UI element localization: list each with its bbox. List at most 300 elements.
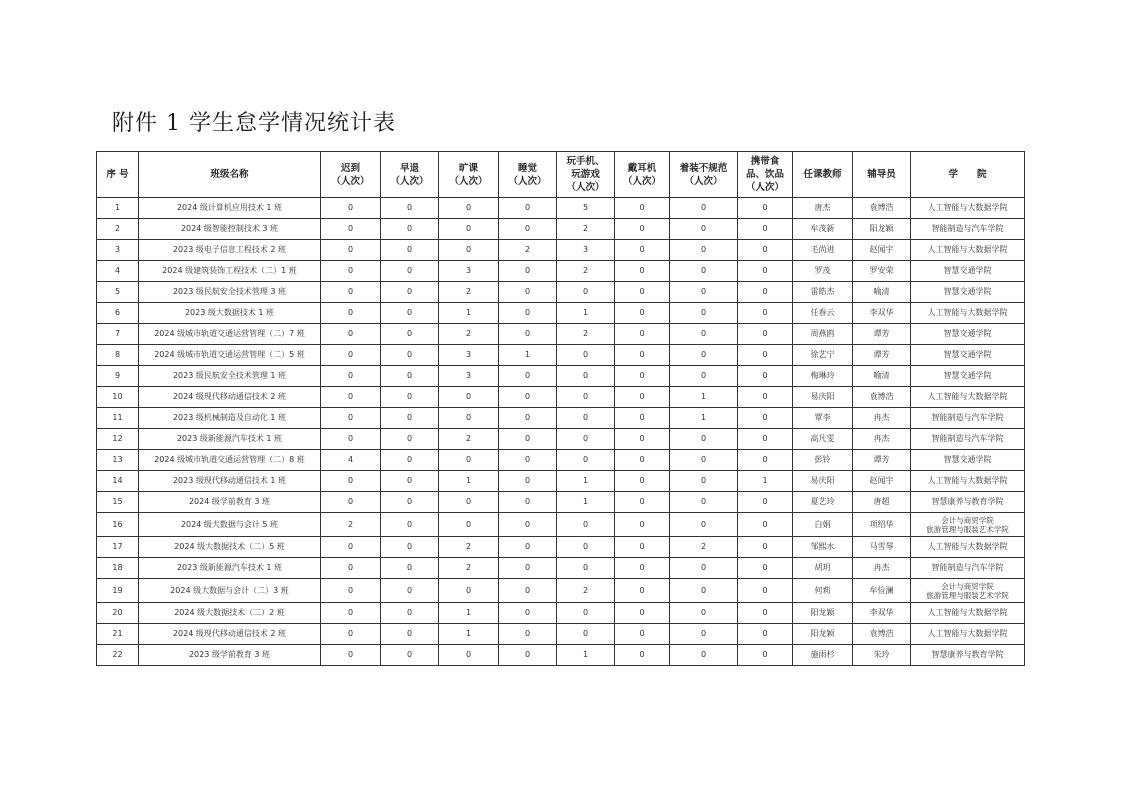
table-row — [97, 492, 1025, 513]
col-absent-cell: 0 — [439, 513, 499, 537]
col-earphones-cell: 0 — [615, 513, 670, 537]
col-late-cell: 0 — [321, 579, 381, 603]
col-counselor-cell: 谭芳 — [853, 345, 911, 366]
col-index-cell: 2 — [97, 219, 139, 240]
col-phone-game-cell: 0 — [557, 366, 615, 387]
col-class-name-cell: 2024 级现代移动通信技术 2 班 — [139, 624, 321, 645]
col-dress-cell: 0 — [670, 282, 738, 303]
col-absent-cell: 2 — [439, 429, 499, 450]
col-college-cell: 人工智能与大数据学院 — [911, 603, 1025, 624]
col-earphones-cell: 0 — [615, 408, 670, 429]
col-class-name-cell: 2024 级城市轨道交通运营管理（二）8 班 — [139, 450, 321, 471]
col-sleep-cell: 1 — [499, 345, 557, 366]
header-line: （人次） — [684, 175, 723, 187]
col-phone-game-cell: 0 — [557, 429, 615, 450]
col-index-cell: 6 — [97, 303, 139, 324]
col-index-cell: 11 — [97, 408, 139, 429]
col-earphones-cell: 0 — [615, 624, 670, 645]
col-earphones-cell: 0 — [615, 324, 670, 345]
col-teacher-cell: 何莉 — [793, 579, 853, 603]
col-phone-game-cell: 0 — [557, 537, 615, 558]
header-col-food-drink — [738, 152, 793, 198]
col-food-drink-cell: 0 — [738, 579, 793, 603]
col-sleep-cell: 0 — [499, 261, 557, 282]
col-index-cell: 14 — [97, 471, 139, 492]
col-food-drink-cell: 0 — [738, 513, 793, 537]
col-sleep-cell: 0 — [499, 513, 557, 537]
table-header-row — [97, 152, 1025, 198]
col-late-cell: 0 — [321, 537, 381, 558]
col-counselor-cell: 喻清 — [853, 366, 911, 387]
col-food-drink-cell: 0 — [738, 345, 793, 366]
col-food-drink-cell: 0 — [738, 624, 793, 645]
col-index-cell: 13 — [97, 450, 139, 471]
col-earphones-cell: 0 — [615, 387, 670, 408]
header-line: 序 号 — [106, 169, 129, 180]
col-leave-early-cell: 0 — [381, 645, 439, 666]
col-sleep-cell: 0 — [499, 387, 557, 408]
col-college-cell: 人工智能与大数据学院 — [911, 303, 1025, 324]
col-sleep-cell: 0 — [499, 408, 557, 429]
col-phone-game-cell: 0 — [557, 345, 615, 366]
col-teacher-cell: 唐杰 — [793, 198, 853, 219]
header-line: （人次） — [566, 182, 605, 193]
col-earphones-cell: 0 — [615, 366, 670, 387]
col-absent-cell: 1 — [439, 624, 499, 645]
col-leave-early-cell: 0 — [381, 492, 439, 513]
col-counselor-cell: 罗安荣 — [853, 261, 911, 282]
col-earphones-cell: 0 — [615, 471, 670, 492]
col-counselor-cell: 朱玲 — [853, 645, 911, 666]
col-counselor-cell: 谭芳 — [853, 324, 911, 345]
col-food-drink-cell: 0 — [738, 492, 793, 513]
col-dress-cell: 0 — [670, 450, 738, 471]
col-index-cell: 8 — [97, 345, 139, 366]
header-line: 班级名称 — [210, 169, 249, 180]
table-row — [97, 303, 1025, 324]
col-class-name-cell: 2023 级大数据技术 1 班 — [139, 303, 321, 324]
col-teacher-cell: 高凡雯 — [793, 429, 853, 450]
col-phone-game-cell: 2 — [557, 324, 615, 345]
col-earphones-cell: 0 — [615, 558, 670, 579]
col-earphones-cell: 0 — [615, 345, 670, 366]
table-row — [97, 450, 1025, 471]
col-late-cell: 0 — [321, 198, 381, 219]
header-line: （人次） — [508, 175, 547, 187]
col-dress-cell: 0 — [670, 324, 738, 345]
col-leave-early-cell: 0 — [381, 324, 439, 345]
col-earphones-cell: 0 — [615, 240, 670, 261]
col-sleep-cell: 0 — [499, 450, 557, 471]
col-class-name-cell: 2024 级大数据技术（二）5 班 — [139, 537, 321, 558]
col-college-cell: 智慧交通学院 — [911, 450, 1025, 471]
col-absent-cell: 0 — [439, 579, 499, 603]
col-sleep-cell: 2 — [499, 240, 557, 261]
col-food-drink-cell: 0 — [738, 558, 793, 579]
col-teacher-cell: 胡玥 — [793, 558, 853, 579]
col-absent-cell: 0 — [439, 219, 499, 240]
col-late-cell: 0 — [321, 471, 381, 492]
col-sleep-cell: 0 — [499, 366, 557, 387]
col-leave-early-cell: 0 — [381, 303, 439, 324]
col-leave-early-cell: 0 — [381, 366, 439, 387]
col-index-cell: 3 — [97, 240, 139, 261]
col-class-name-cell: 2023 级新能源汽车技术 1 班 — [139, 429, 321, 450]
col-leave-early-cell: 0 — [381, 429, 439, 450]
col-late-cell: 0 — [321, 558, 381, 579]
col-sleep-cell: 0 — [499, 303, 557, 324]
header-col-college — [911, 152, 1025, 198]
col-food-drink-cell: 0 — [738, 537, 793, 558]
header-col-index — [97, 152, 139, 198]
col-dress-cell: 1 — [670, 387, 738, 408]
col-sleep-cell: 0 — [499, 492, 557, 513]
col-teacher-cell: 周燕鸥 — [793, 324, 853, 345]
col-leave-early-cell: 0 — [381, 240, 439, 261]
col-phone-game-cell: 2 — [557, 579, 615, 603]
col-college-cell: 人工智能与大数据学院 — [911, 387, 1025, 408]
header-line: （人次） — [331, 175, 370, 187]
table-row — [97, 240, 1025, 261]
col-teacher-cell: 牟茂新 — [793, 219, 853, 240]
header-col-dress — [670, 152, 738, 198]
table-row — [97, 345, 1025, 366]
col-leave-early-cell: 0 — [381, 387, 439, 408]
col-index-cell: 9 — [97, 366, 139, 387]
col-phone-game-cell: 0 — [557, 558, 615, 579]
header-line: 早退 — [399, 162, 419, 174]
col-earphones-cell: 0 — [615, 492, 670, 513]
col-absent-cell: 2 — [439, 558, 499, 579]
col-food-drink-cell: 0 — [738, 387, 793, 408]
col-late-cell: 0 — [321, 387, 381, 408]
col-teacher-cell: 罗茂 — [793, 261, 853, 282]
header-line: 品、饮品 — [745, 169, 784, 180]
table-row — [97, 198, 1025, 219]
col-college-cell: 人工智能与大数据学院 — [911, 471, 1025, 492]
col-dress-cell: 0 — [670, 219, 738, 240]
col-earphones-cell: 0 — [615, 537, 670, 558]
table-row — [97, 603, 1025, 624]
col-late-cell: 0 — [321, 282, 381, 303]
col-college-cell: 人工智能与大数据学院 — [911, 537, 1025, 558]
table-row — [97, 624, 1025, 645]
col-teacher-cell: 任春云 — [793, 303, 853, 324]
col-late-cell: 0 — [321, 492, 381, 513]
col-college-cell: 人工智能与大数据学院 — [911, 240, 1025, 261]
col-late-cell: 0 — [321, 324, 381, 345]
col-late-cell: 0 — [321, 219, 381, 240]
col-class-name-cell: 2024 级城市轨道交通运营管理（二）5 班 — [139, 345, 321, 366]
col-leave-early-cell: 0 — [381, 261, 439, 282]
col-teacher-cell: 易庆阳 — [793, 387, 853, 408]
col-late-cell: 4 — [321, 450, 381, 471]
col-leave-early-cell: 0 — [381, 537, 439, 558]
col-college-cell: 智慧康养与教育学院 — [911, 645, 1025, 666]
col-food-drink-cell: 0 — [738, 408, 793, 429]
col-counselor-cell: 冉杰 — [853, 558, 911, 579]
col-absent-cell: 2 — [439, 537, 499, 558]
col-dress-cell: 0 — [670, 492, 738, 513]
col-index-cell: 17 — [97, 537, 139, 558]
col-index-cell: 12 — [97, 429, 139, 450]
col-college-cell: 智慧交通学院 — [911, 261, 1025, 282]
col-sleep-cell: 0 — [499, 579, 557, 603]
col-counselor-cell: 赵闻宇 — [853, 240, 911, 261]
col-class-name-cell: 2024 级智能控制技术 3 班 — [139, 219, 321, 240]
col-college-cell: 智慧交通学院 — [911, 282, 1025, 303]
header-col-phone-game — [557, 152, 615, 198]
header-line: 学 院 — [948, 169, 987, 180]
col-food-drink-cell: 0 — [738, 450, 793, 471]
header-line: 玩游戏 — [571, 169, 600, 180]
col-counselor-cell: 冉杰 — [853, 408, 911, 429]
header-col-sleep — [499, 152, 557, 198]
header-line: 迟到 — [340, 162, 360, 174]
header-line: 任课教师 — [803, 169, 842, 180]
col-absent-cell: 0 — [439, 198, 499, 219]
header-line: （人次） — [390, 175, 429, 187]
col-earphones-cell: 0 — [615, 579, 670, 603]
col-teacher-cell: 徐艺宁 — [793, 345, 853, 366]
col-phone-game-cell: 0 — [557, 282, 615, 303]
header-col-absent — [439, 152, 499, 198]
col-index-cell: 21 — [97, 624, 139, 645]
col-late-cell: 0 — [321, 366, 381, 387]
col-index-cell: 4 — [97, 261, 139, 282]
col-food-drink-cell: 0 — [738, 303, 793, 324]
col-index-cell: 15 — [97, 492, 139, 513]
col-class-name-cell: 2024 级现代移动通信技术 2 班 — [139, 387, 321, 408]
col-counselor-cell: 冉杰 — [853, 429, 911, 450]
col-sleep-cell: 0 — [499, 219, 557, 240]
col-food-drink-cell: 0 — [738, 219, 793, 240]
col-class-name-cell: 2023 级民航安全技术管理 1 班 — [139, 366, 321, 387]
col-dress-cell: 0 — [670, 471, 738, 492]
col-sleep-cell: 0 — [499, 537, 557, 558]
col-counselor-cell: 袁博浩 — [853, 624, 911, 645]
col-dress-cell: 0 — [670, 261, 738, 282]
col-college-cell: 会计与商贸学院 旅游管理与服装艺术学院 — [911, 513, 1025, 537]
col-college-cell: 人工智能与大数据学院 — [911, 624, 1025, 645]
col-phone-game-cell: 2 — [557, 219, 615, 240]
col-leave-early-cell: 0 — [381, 624, 439, 645]
header-line: 旷课 — [458, 162, 478, 174]
col-counselor-cell: 赵闻宇 — [853, 471, 911, 492]
col-earphones-cell: 0 — [615, 219, 670, 240]
col-leave-early-cell: 0 — [381, 345, 439, 366]
col-absent-cell: 3 — [439, 345, 499, 366]
table-row — [97, 282, 1025, 303]
col-phone-game-cell: 1 — [557, 645, 615, 666]
col-earphones-cell: 0 — [615, 429, 670, 450]
col-earphones-cell: 0 — [615, 303, 670, 324]
col-class-name-cell: 2023 级现代移动通信技术 1 班 — [139, 471, 321, 492]
col-phone-game-cell: 0 — [557, 513, 615, 537]
table-row — [97, 537, 1025, 558]
col-phone-game-cell: 3 — [557, 240, 615, 261]
table-row — [97, 324, 1025, 345]
col-sleep-cell: 0 — [499, 558, 557, 579]
col-college-cell: 智慧康养与教育学院 — [911, 492, 1025, 513]
col-food-drink-cell: 0 — [738, 324, 793, 345]
header-line: （人次） — [745, 182, 784, 193]
col-absent-cell: 0 — [439, 492, 499, 513]
col-absent-cell: 2 — [439, 324, 499, 345]
table-row — [97, 366, 1025, 387]
col-teacher-cell: 彭铃 — [793, 450, 853, 471]
col-food-drink-cell: 0 — [738, 603, 793, 624]
col-college-cell: 智慧交通学院 — [911, 324, 1025, 345]
table-row — [97, 645, 1025, 666]
col-food-drink-cell: 1 — [738, 471, 793, 492]
col-phone-game-cell: 0 — [557, 387, 615, 408]
col-absent-cell: 0 — [439, 408, 499, 429]
col-counselor-cell: 李双华 — [853, 303, 911, 324]
header-col-late — [321, 152, 381, 198]
col-leave-early-cell: 0 — [381, 198, 439, 219]
col-leave-early-cell: 0 — [381, 603, 439, 624]
col-late-cell: 2 — [321, 513, 381, 537]
col-counselor-cell: 李双华 — [853, 603, 911, 624]
col-college-cell: 智能制造与汽车学院 — [911, 408, 1025, 429]
col-phone-game-cell: 0 — [557, 603, 615, 624]
header-line: 玩手机、 — [566, 156, 605, 167]
col-teacher-cell: 覃李 — [793, 408, 853, 429]
col-index-cell: 18 — [97, 558, 139, 579]
col-absent-cell: 3 — [439, 366, 499, 387]
col-leave-early-cell: 0 — [381, 219, 439, 240]
col-dress-cell: 0 — [670, 624, 738, 645]
col-dress-cell: 0 — [670, 366, 738, 387]
table-row — [97, 408, 1025, 429]
col-phone-game-cell: 2 — [557, 261, 615, 282]
col-teacher-cell: 阳龙颖 — [793, 624, 853, 645]
col-class-name-cell: 2024 级城市轨道交通运营管理（二）7 班 — [139, 324, 321, 345]
col-college-cell: 智能制造与汽车学院 — [911, 558, 1025, 579]
col-late-cell: 0 — [321, 240, 381, 261]
col-index-cell: 19 — [97, 579, 139, 603]
col-food-drink-cell: 0 — [738, 429, 793, 450]
header-col-class-name — [139, 152, 321, 198]
col-dress-cell: 0 — [670, 198, 738, 219]
col-college-cell: 会计与商贸学院 旅游管理与服装艺术学院 — [911, 579, 1025, 603]
col-leave-early-cell: 0 — [381, 579, 439, 603]
col-earphones-cell: 0 — [615, 645, 670, 666]
col-college-cell: 智慧交通学院 — [911, 366, 1025, 387]
header-col-teacher — [793, 152, 853, 198]
col-food-drink-cell: 0 — [738, 366, 793, 387]
col-dress-cell: 0 — [670, 303, 738, 324]
header-line: 睡觉 — [517, 162, 537, 174]
page-title: 附件 1 学生怠学情况统计表 — [112, 111, 396, 136]
col-counselor-cell: 阳龙颖 — [853, 219, 911, 240]
col-sleep-cell: 0 — [499, 198, 557, 219]
header-col-earphones — [615, 152, 670, 198]
col-food-drink-cell: 0 — [738, 240, 793, 261]
col-absent-cell: 1 — [439, 603, 499, 624]
col-food-drink-cell: 0 — [738, 261, 793, 282]
col-counselor-cell: 牟俭澜 — [853, 579, 911, 603]
col-teacher-cell: 雷皓杰 — [793, 282, 853, 303]
col-earphones-cell: 0 — [615, 282, 670, 303]
col-food-drink-cell: 0 — [738, 282, 793, 303]
col-late-cell: 0 — [321, 624, 381, 645]
col-teacher-cell: 毛尚进 — [793, 240, 853, 261]
table-row — [97, 558, 1025, 579]
col-college-cell: 智能制造与汽车学院 — [911, 219, 1025, 240]
col-counselor-cell: 喻清 — [853, 282, 911, 303]
col-late-cell: 0 — [321, 603, 381, 624]
col-class-name-cell: 2024 级学前教育 3 班 — [139, 492, 321, 513]
col-counselor-cell: 项绍华 — [853, 513, 911, 537]
col-college-cell: 智能制造与汽车学院 — [911, 429, 1025, 450]
col-absent-cell: 2 — [439, 282, 499, 303]
col-index-cell: 22 — [97, 645, 139, 666]
col-class-name-cell: 2024 级计算机应用技术 1 班 — [139, 198, 321, 219]
col-leave-early-cell: 0 — [381, 558, 439, 579]
col-class-name-cell: 2023 级机械制造及自动化 1 班 — [139, 408, 321, 429]
col-absent-cell: 1 — [439, 471, 499, 492]
col-class-name-cell: 2023 级民航安全技术管理 3 班 — [139, 282, 321, 303]
statistics-table — [96, 151, 1025, 666]
col-dress-cell: 0 — [670, 240, 738, 261]
col-teacher-cell: 梅琳玲 — [793, 366, 853, 387]
col-earphones-cell: 0 — [615, 450, 670, 471]
table-row — [97, 471, 1025, 492]
col-dress-cell: 0 — [670, 429, 738, 450]
header-line: （人次） — [622, 175, 661, 187]
col-dress-cell: 0 — [670, 345, 738, 366]
col-index-cell: 20 — [97, 603, 139, 624]
col-dress-cell: 0 — [670, 558, 738, 579]
col-phone-game-cell: 0 — [557, 408, 615, 429]
col-absent-cell: 0 — [439, 387, 499, 408]
col-phone-game-cell: 1 — [557, 303, 615, 324]
col-dress-cell: 2 — [670, 537, 738, 558]
col-dress-cell: 0 — [670, 645, 738, 666]
col-late-cell: 0 — [321, 345, 381, 366]
table-row — [97, 579, 1025, 603]
col-absent-cell: 0 — [439, 240, 499, 261]
header-line: 携带食 — [750, 156, 780, 167]
col-leave-early-cell: 0 — [381, 471, 439, 492]
col-leave-early-cell: 0 — [381, 408, 439, 429]
col-counselor-cell: 唐超 — [853, 492, 911, 513]
col-food-drink-cell: 0 — [738, 645, 793, 666]
col-phone-game-cell: 0 — [557, 624, 615, 645]
col-sleep-cell: 0 — [499, 645, 557, 666]
col-teacher-cell: 阳龙颖 — [793, 603, 853, 624]
col-class-name-cell: 2024 级大数据与会计 5 班 — [139, 513, 321, 537]
col-earphones-cell: 0 — [615, 198, 670, 219]
col-dress-cell: 0 — [670, 579, 738, 603]
col-counselor-cell: 马雪琴 — [853, 537, 911, 558]
col-food-drink-cell: 0 — [738, 198, 793, 219]
col-sleep-cell: 0 — [499, 603, 557, 624]
col-teacher-cell: 白娟 — [793, 513, 853, 537]
col-earphones-cell: 0 — [615, 603, 670, 624]
col-counselor-cell: 谭芳 — [853, 450, 911, 471]
col-college-cell: 人工智能与大数据学院 — [911, 198, 1025, 219]
col-index-cell: 7 — [97, 324, 139, 345]
col-class-name-cell: 2024 级大数据技术（二）2 班 — [139, 603, 321, 624]
col-index-cell: 10 — [97, 387, 139, 408]
col-class-name-cell: 2024 级建筑装饰工程技术（二）1 班 — [139, 261, 321, 282]
col-absent-cell: 3 — [439, 261, 499, 282]
col-index-cell: 16 — [97, 513, 139, 537]
col-late-cell: 0 — [321, 303, 381, 324]
